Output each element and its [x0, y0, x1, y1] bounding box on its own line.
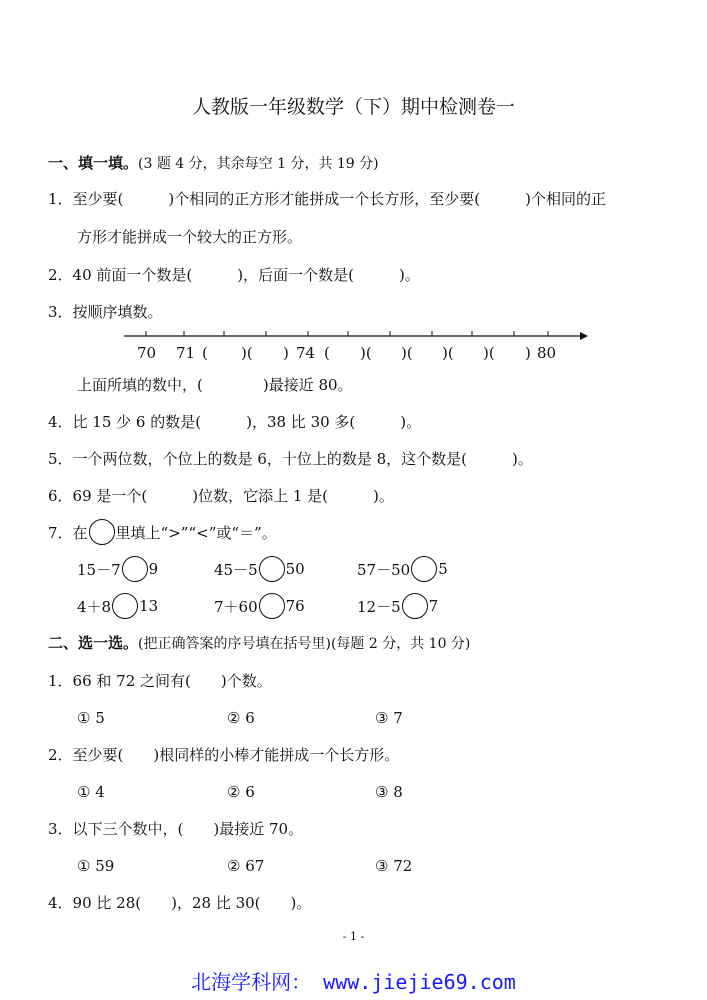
section-1-header: [48, 153, 379, 174]
nl-blank: )(: [401, 344, 413, 362]
choice-question-3: 3．以下三个数中，( )最接近 70。: [48, 820, 304, 838]
choice-option[interactable]: ② 6: [227, 709, 255, 727]
choice-option[interactable]: ② 67: [227, 857, 265, 875]
compare-left: 7＋60: [214, 597, 258, 616]
number-line: [120, 326, 590, 346]
question-3: 3．按顺序填数。: [48, 303, 163, 321]
compare-left: 15－7: [77, 560, 121, 579]
choice-option[interactable]: ③ 72: [375, 857, 413, 875]
compare-item: [77, 556, 158, 582]
compare-left: 57－50: [357, 560, 411, 579]
compare-circle[interactable]: [122, 556, 148, 582]
compare-item: [77, 593, 158, 619]
nl-blank: )(: [241, 344, 253, 362]
compare-left: 12－5: [357, 597, 401, 616]
nl-blank: )(: [360, 344, 372, 362]
section-1-title: 一、填一填。: [48, 154, 139, 172]
question-7-pre: 7．在: [48, 523, 88, 542]
nl-blank: (: [324, 344, 330, 362]
section-2-note: (把正确答案的序号填在括号里)(每题 2 分，共 10 分): [138, 636, 471, 652]
compare-right: 50: [285, 560, 305, 578]
nl-blank: )(: [442, 344, 454, 362]
question-2: 2．40 前面一个数是( )，后面一个数是( )。: [48, 266, 420, 284]
section-2-title: 二、选一选。: [48, 634, 139, 652]
footer-watermark[interactable]: 北海学科网： www.jiejie69.com: [191, 970, 516, 994]
question-7: [48, 519, 277, 545]
compare-right: 5: [438, 560, 448, 578]
compare-right: 13: [139, 597, 159, 615]
compare-left: 4＋8: [77, 597, 112, 616]
section-1-note: (3 题 4 分，其余每空 1 分，共 19 分): [138, 156, 379, 172]
section-2-header: [48, 633, 470, 654]
question-5: 5．一个两位数，个位上的数是 6，十位上的数是 8，这个数是( )。: [48, 450, 533, 468]
choice-option[interactable]: ① 5: [77, 709, 105, 727]
choice-option[interactable]: ③ 7: [375, 709, 403, 727]
choice-option[interactable]: ③ 8: [375, 783, 403, 801]
choice-question-4: 4．90 比 28( )，28 比 30( )。: [48, 894, 312, 912]
question-1-line1: 1．至少要( )个相同的正方形才能拼成一个长方形，至少要( )个相同的正: [48, 190, 606, 208]
question-7-post: 里填上“>”“<”或“＝”。: [115, 523, 277, 542]
choice-question-1: 1．66 和 72 之间有( )个数。: [48, 672, 272, 690]
nl-label: 80: [537, 344, 557, 362]
number-line-arrow: [580, 332, 588, 340]
page-title: 人教版一年级数学（下）期中检测卷一: [191, 96, 515, 118]
compare-circle[interactable]: [259, 593, 285, 619]
compare-right: 76: [285, 597, 305, 615]
question-4: 4．比 15 少 6 的数是( )，38 比 30 多( )。: [48, 413, 422, 431]
nl-blank: ): [283, 344, 289, 362]
question-1-line2: 方形才能拼成一个较大的正方形。: [77, 228, 303, 246]
compare-circle[interactable]: [411, 556, 437, 582]
compare-item: [214, 593, 305, 619]
choice-option[interactable]: ① 4: [77, 783, 105, 801]
compare-item: [214, 556, 305, 582]
choice-option[interactable]: ② 6: [227, 783, 255, 801]
question-6: 6．69 是一个( )位数，它添上 1 是( )。: [48, 487, 394, 505]
compare-item: [357, 556, 448, 582]
nl-blank: )(: [483, 344, 495, 362]
compare-right: 7: [428, 597, 439, 615]
compare-circle[interactable]: [402, 593, 428, 619]
nl-label: 70: [137, 344, 157, 362]
nl-label: 71: [176, 344, 196, 362]
nl-label: 74: [296, 344, 316, 362]
page-number: - 1 -: [342, 930, 365, 943]
nl-blank: ): [525, 344, 531, 362]
compare-item: [357, 593, 438, 619]
nl-blank: (: [202, 344, 208, 362]
compare-right: 9: [148, 560, 159, 578]
compare-circle[interactable]: [112, 593, 138, 619]
compare-circle[interactable]: [259, 556, 285, 582]
compare-left: 45－5: [214, 560, 258, 579]
choice-option[interactable]: ① 59: [77, 857, 115, 875]
choice-question-2: 2．至少要( )根同样的小棒才能拼成一个长方形。: [48, 746, 400, 764]
question-3-followup: 上面所填的数中，( )最接近 80。: [77, 376, 353, 394]
compare-circle-icon: [89, 519, 115, 545]
